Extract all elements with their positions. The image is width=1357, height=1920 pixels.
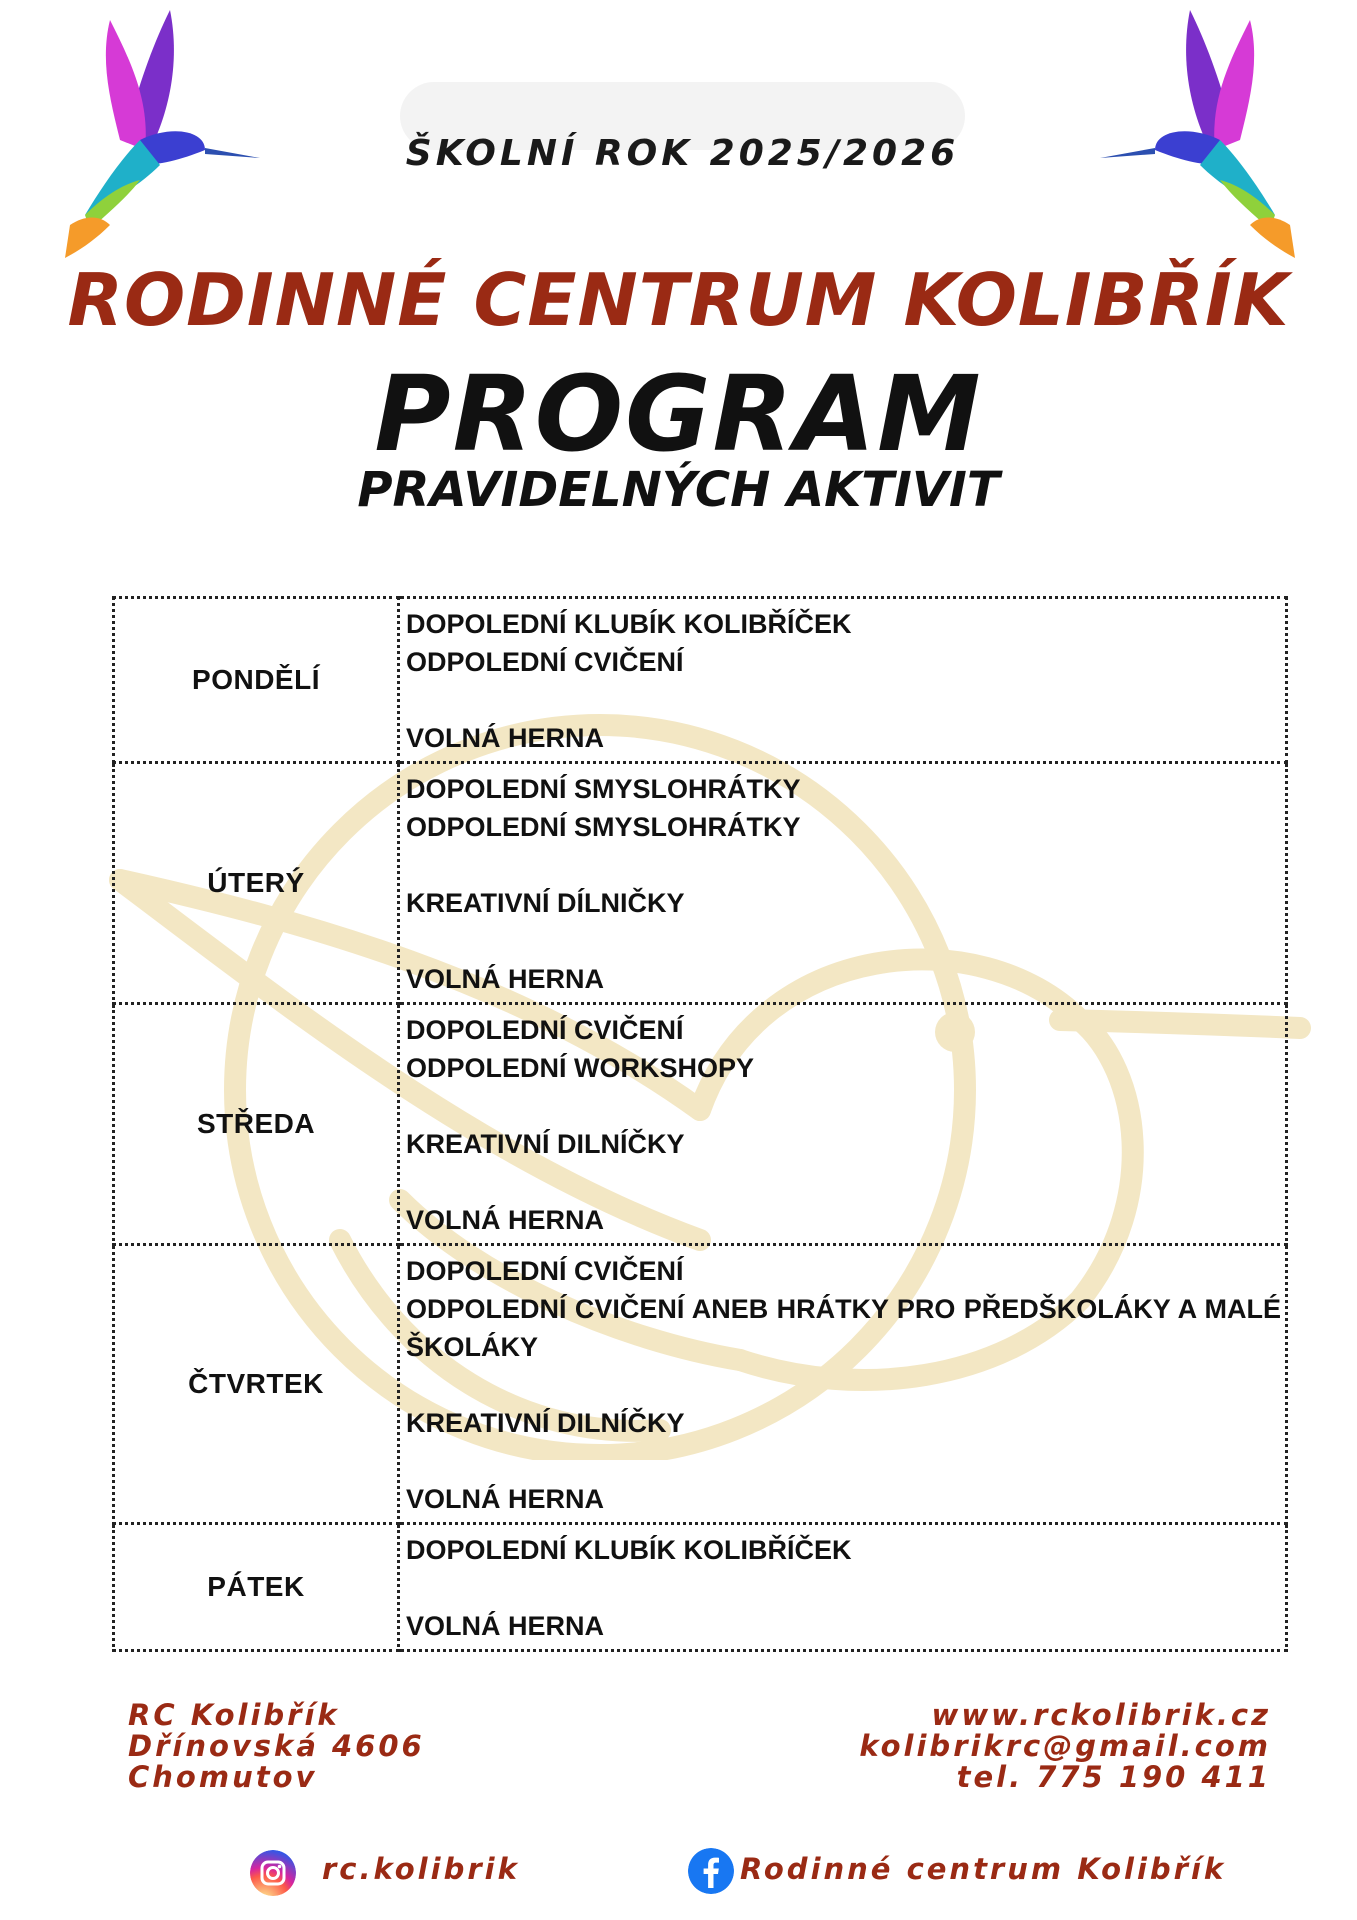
activity-item: DOPOLEDNÍ KLUBÍK KOLIBŘÍČEK — [406, 1535, 852, 1565]
activity-item: VOLNÁ HERNA — [406, 1611, 605, 1641]
schedule-row — [114, 1004, 1287, 1245]
contact-block — [859, 1700, 1271, 1793]
activity-item: ODPOLEDNÍ CVIČENÍ — [406, 647, 684, 677]
activity-spacer — [406, 1366, 1281, 1404]
activity-spacer — [406, 1569, 1281, 1607]
activities-cell — [399, 1524, 1287, 1651]
day-label: PÁTEK — [114, 1524, 399, 1651]
hummingbird-icon — [1100, 0, 1330, 260]
activity-item: ODPOLEDNÍ WORKSHOPY — [406, 1053, 755, 1083]
activity-item: KREATIVNÍ DÍLNIČKY — [406, 888, 685, 918]
email-link[interactable]: kolibrikrc@gmail.com — [859, 1729, 1271, 1763]
address-block — [128, 1700, 425, 1793]
schedule-row — [114, 598, 1287, 763]
phone-number: tel. 775 190 411 — [956, 1760, 1271, 1794]
schedule-row — [114, 763, 1287, 1004]
activity-item: ODPOLEDNÍ SMYSLOHRÁTKY — [406, 812, 801, 842]
activity-spacer — [406, 681, 1281, 719]
website-link[interactable]: www.rckolibrik.cz — [931, 1698, 1271, 1732]
instagram-handle[interactable]: rc.kolibrik — [322, 1852, 520, 1886]
activity-spacer — [406, 1442, 1281, 1480]
day-label: STŘEDA — [114, 1004, 399, 1245]
activities-cell — [399, 763, 1287, 1004]
page-title: PROGRAM — [374, 353, 983, 475]
day-label: PONDĚLÍ — [114, 598, 399, 763]
schedule-row — [114, 1245, 1287, 1524]
schedule-row — [114, 1524, 1287, 1651]
school-year: ŠKOLNÍ ROK 2025/2026 — [405, 133, 960, 174]
activities-cell — [399, 1004, 1287, 1245]
hummingbird-icon — [30, 0, 260, 260]
day-label: ČTVRTEK — [114, 1245, 399, 1524]
organization-name: RODINNÉ CENTRUM KOLIBŘÍK — [67, 258, 1290, 342]
activity-item: DOPOLEDNÍ KLUBÍK KOLIBŘÍČEK — [406, 609, 852, 639]
activity-item: VOLNÁ HERNA — [406, 1205, 605, 1235]
activity-item: VOLNÁ HERNA — [406, 723, 605, 753]
day-label: ÚTERÝ — [114, 763, 399, 1004]
activity-item: DOPOLEDNÍ CVIČENÍ — [406, 1256, 684, 1286]
facebook-icon[interactable] — [688, 1848, 734, 1894]
activity-item: ODPOLEDNÍ CVIČENÍ ANEB HRÁTKY PRO PŘEDŠKOLÁKY A MALÉ ŠKOLÁKY — [406, 1294, 1281, 1362]
activity-spacer — [406, 1163, 1281, 1201]
activities-cell — [399, 1245, 1287, 1524]
activity-spacer — [406, 846, 1281, 884]
activity-item: VOLNÁ HERNA — [406, 1484, 605, 1514]
activity-item: DOPOLEDNÍ CVIČENÍ — [406, 1015, 684, 1045]
facebook-page-name[interactable]: Rodinné centrum Kolibřík — [740, 1852, 1227, 1886]
address-line: RC Kolibřík — [128, 1698, 340, 1732]
activity-item: KREATIVNÍ DILNÍČKY — [406, 1129, 685, 1159]
address-line: Dřínovská 4606 — [128, 1729, 425, 1763]
activity-item: VOLNÁ HERNA — [406, 964, 605, 994]
activity-item: KREATIVNÍ DILNÍČKY — [406, 1408, 685, 1438]
page-subtitle: PRAVIDELNÝCH AKTIVIT — [357, 462, 1000, 518]
address-line: Chomutov — [128, 1760, 318, 1794]
instagram-icon[interactable] — [250, 1850, 296, 1896]
activity-spacer — [406, 1087, 1281, 1125]
activities-cell — [399, 598, 1287, 763]
activity-spacer — [406, 922, 1281, 960]
schedule-table — [112, 596, 1288, 1652]
activity-item: DOPOLEDNÍ SMYSLOHRÁTKY — [406, 774, 801, 804]
